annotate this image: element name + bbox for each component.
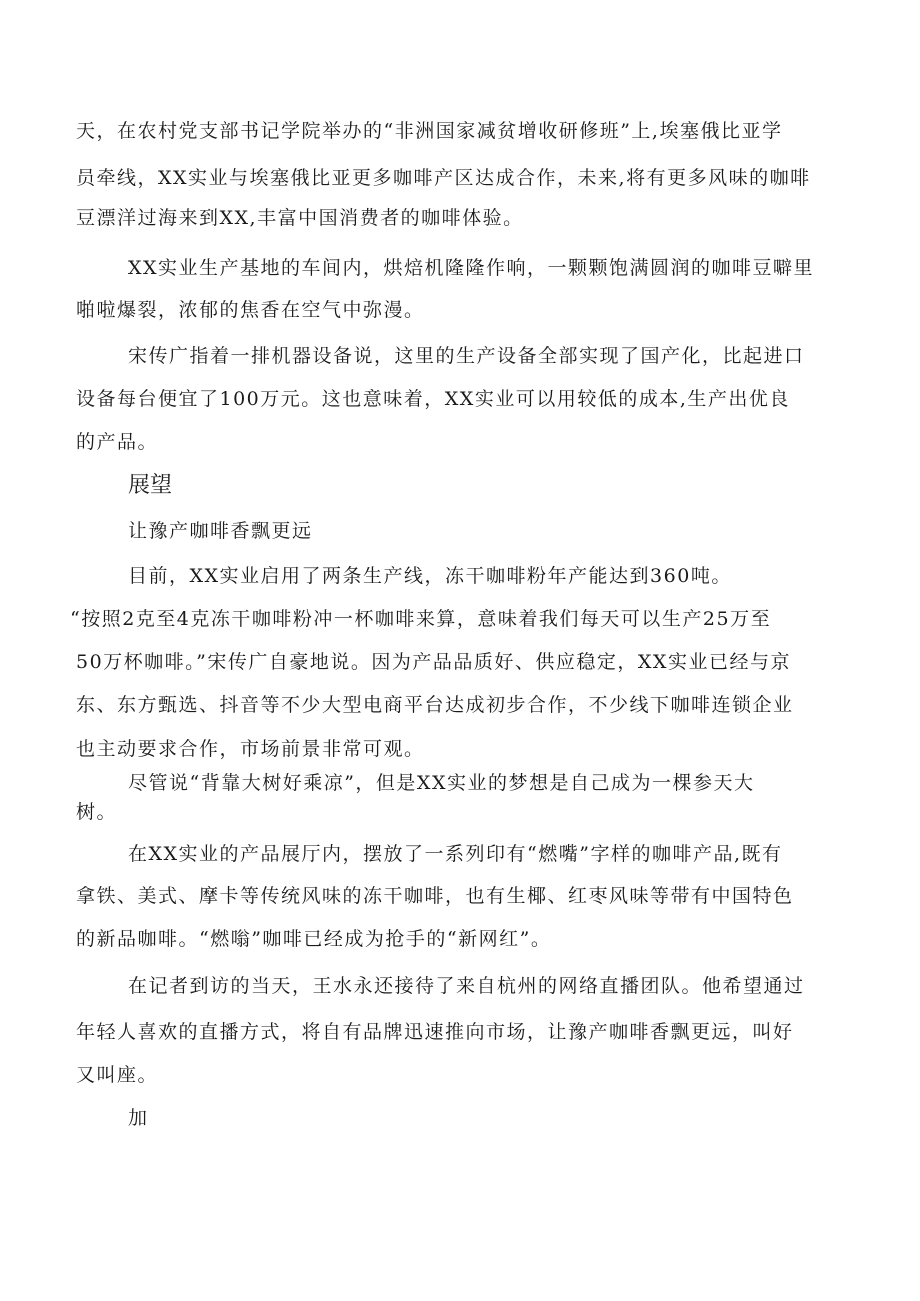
paragraph-line: 树。	[76, 801, 118, 823]
paragraph-line: 年轻人喜欢的直播方式，将自有品牌迅速推向市场，让豫产咖啡香飘更远，叫好	[76, 1021, 794, 1043]
paragraph-line: 尽管说“背靠大树好乘凉”，但是XX实业的梦想是自己成为一棵参天大	[128, 772, 755, 794]
paragraph-line: 的产品。	[76, 431, 159, 453]
paragraph-line: 豆漂洋过海来到XX,丰富中国消费者的咖啡体验。	[76, 207, 524, 229]
paragraph-line: “按照2克至4克冻干咖啡粉冲一杯咖啡来算，意味着我们每天可以生产25万至	[70, 608, 772, 630]
subheading-line: 让豫产咖啡香飘更远	[128, 520, 313, 542]
paragraph-line: 加	[128, 1107, 149, 1129]
paragraph-line: 啪啦爆裂，浓郁的焦香在空气中弥漫。	[76, 299, 425, 321]
paragraph-line: 员牵线，XX实业与埃塞俄比亚更多咖啡产区达成合作，未来,将有更多风味的咖啡	[76, 167, 811, 189]
paragraph-line: 的新品咖啡。“燃嗡”咖啡已经成为抢手的“新网红”。	[76, 928, 552, 950]
paragraph-line: 东、东方甄选、抖音等不少大型电商平台达成初步合作，不少线下咖啡连锁企业	[76, 694, 794, 716]
paragraph-line: 在记者到访的当天，王水永还接待了来自杭州的网络直播团队。他希望通过	[128, 975, 805, 997]
paragraph-line: 又叫座。	[76, 1064, 159, 1086]
paragraph-line: 在XX实业的产品展厅内，摆放了一系列印有“燃嘴”字样的咖啡产品,既有	[128, 843, 783, 865]
paragraph-line: XX实业生产基地的车间内，烘焙机隆隆作响，一颗颗饱满圆润的咖啡豆噼里	[128, 257, 815, 279]
paragraph-line: 也主动要求合作，市场前景非常可观。	[76, 738, 425, 760]
paragraph-line: 宋传广指着一排机器设备说，这里的生产设备全部实现了国产化，比起进口	[128, 345, 805, 367]
paragraph-line: 50万杯咖啡。”宋传广自豪地说。因为产品品质好、供应稳定，XX实业已经与京	[76, 651, 791, 673]
paragraph-line: 天，在农村党支部书记学院举办的“非洲国家减贫增收研修班”上,埃塞俄比亚学	[76, 120, 783, 142]
paragraph-line: 目前，XX实业启用了两条生产线，冻干咖啡粉年产能达到360吨。	[128, 565, 732, 587]
section-heading: 展望	[128, 473, 173, 498]
paragraph-line: 拿铁、美式、摩卡等传统风味的冻干咖啡，也有生椰、红枣风味等带有中国特色	[76, 885, 794, 907]
paragraph-line: 设备每台便宜了100万元。这也意味着，XX实业可以用较低的成本,生产出优良	[76, 388, 790, 410]
